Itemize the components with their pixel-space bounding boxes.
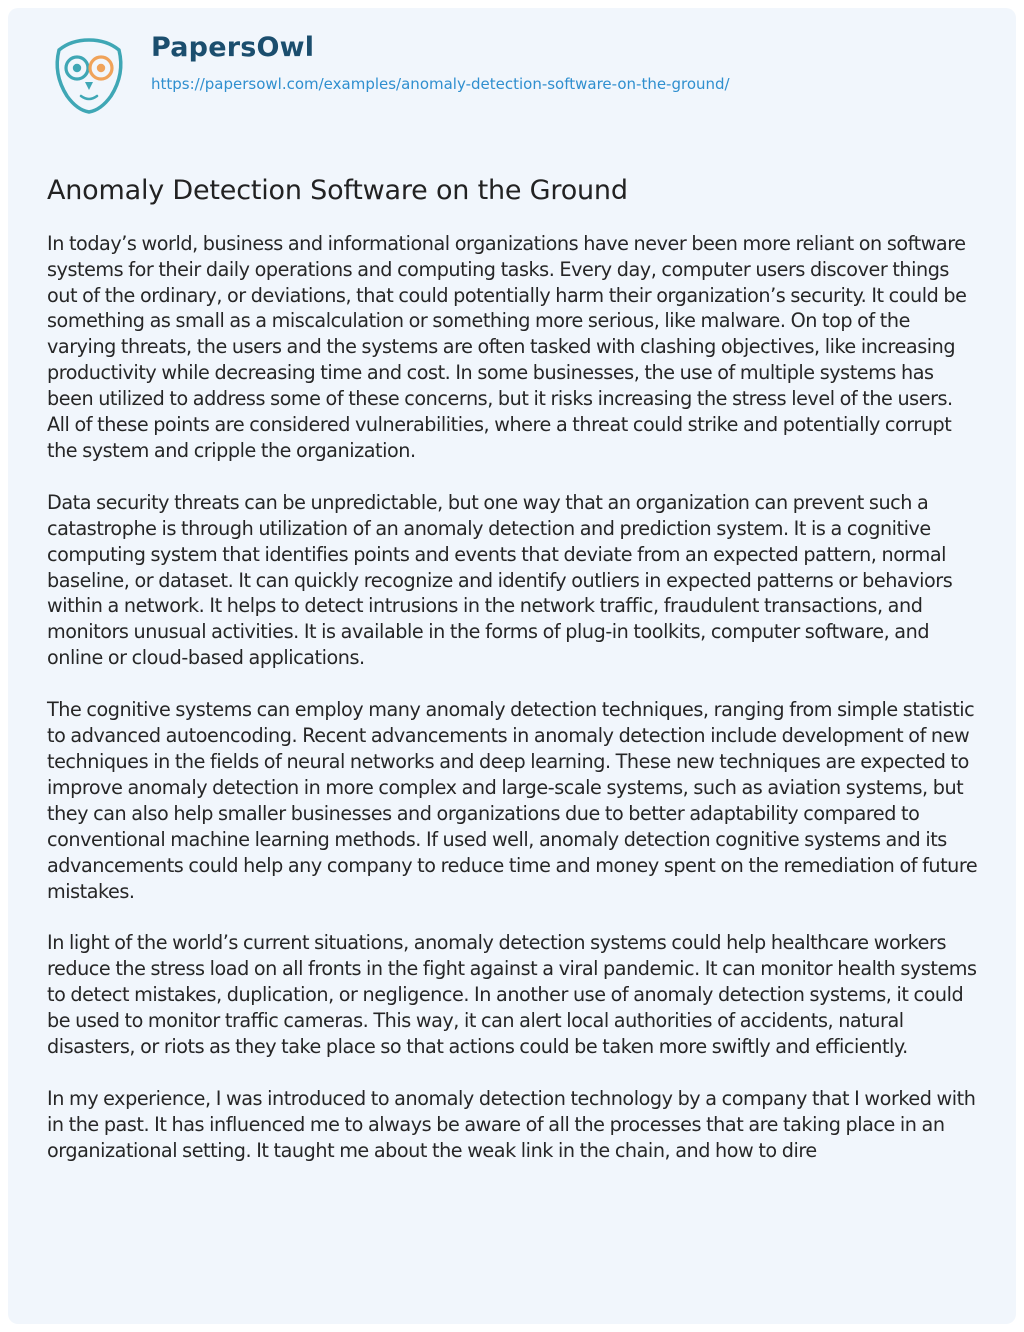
article-paragraph-2: Data security threats can be unpredictable, but one way that an organization can prevent such a catastrophe is through utilization of an anomaly detection and prediction system. It is a cognitive computing system that identifies points and events that deviate from an expected pattern, normal baseline, or dataset. It can quickly recognize and identify outliers in expected patterns or behaviors within a network. It helps to detect intrusions in the network traffic, fraudulent transactions, and monitors unusual activities. It is available in the forms of plug-in toolkits, computer software, and online or cloud-based applications.: [47, 490, 953, 670]
article-body: [47, 231, 978, 1164]
owl-logo-icon[interactable]: [51, 36, 127, 114]
site-brand[interactable]: PapersOwl: [151, 32, 315, 63]
article-paragraph-3: The cognitive systems can employ many anomaly detection techniques, ranging from simple statistic to advanced autoencoding. Recent advancements in anomaly detection include development of new techniques in the fields of neural networks and deep learning. These new techniques are expected to improve anomaly detection in more complex and large-scale systems, such as aviation systems, but they can also help smaller businesses and organizations due to better adaptability compared to conventional machine learning methods. If used well, anomaly detection cognitive systems and its advancements could help any company to reduce time and money spent on the remediation of future mistakes.: [47, 698, 978, 903]
site-header: [47, 8, 978, 136]
article-paragraph-1: In today’s world, business and informational organizations have never been more reliant on software systems for their daily operations and computing tasks. Every day, computer users discover things out of the ordinary, or deviations, that could potentially harm their organization’s security. It could be something as small as a miscalculation or something more serious, like malware. On top of the varying threats, the users and the systems are often tasked with clashing objectives, like increasing productivity while decreasing time and cost. In some businesses, the use of multiple systems has been utilized to address some of these concerns, but it risks increasing the stress level of the users. All of these points are considered vulnerabilities, where a threat could strike and potentially corrupt the system and cripple the organization.: [47, 231, 967, 462]
article-paragraph-4: In light of the world’s current situations, anomaly detection systems could help healthcare workers reduce the stress load on all fronts in the fight against a viral pandemic. It can monitor health systems to detect mistakes, duplication, or negligence. In another use of anomaly detection systems, it could be used to monitor traffic cameras. This way, it can alert local authorities of accidents, natural disasters, or riots as they take place so that actions could be taken more swiftly and efficiently.: [47, 931, 977, 1059]
source-url-link[interactable]: https://papersowl.com/examples/anomaly-detection-software-on-the-ground/: [151, 75, 730, 93]
document-page: [8, 8, 1016, 1324]
article-paragraph-5: In my experience, I was introduced to anomaly detection technology by a company that I worked with in the past. It has influenced me to always be aware of all the processes that are taking place in an organizational setting. It taught me about the weak link in the chain, and how to dire: [47, 1086, 976, 1162]
article-title: Anomaly Detection Software on the Ground: [47, 175, 628, 206]
